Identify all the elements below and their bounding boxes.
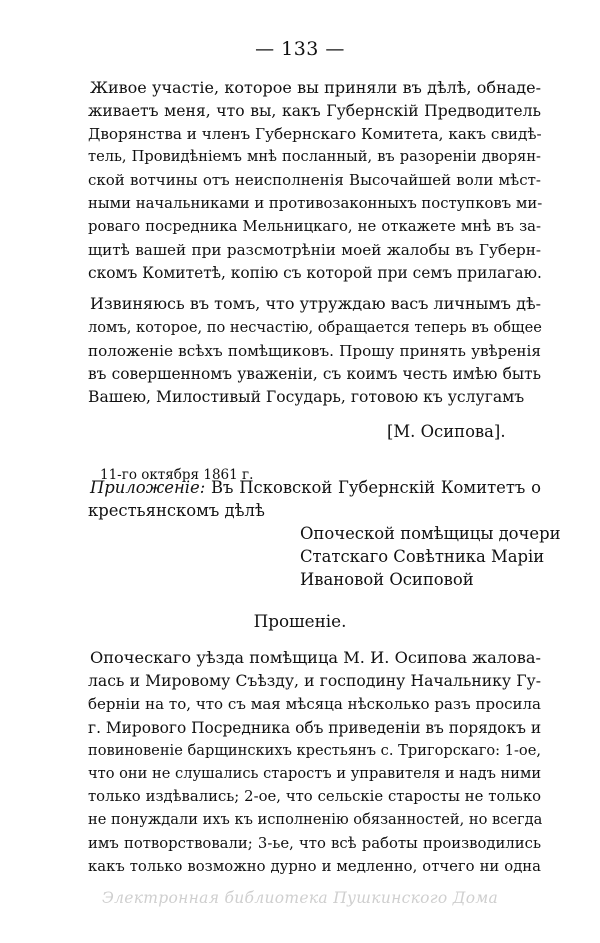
- section-heading: Прошеніе.: [253, 611, 347, 631]
- text-line: щитѣ вашей при разсмотрѣніи моей жалобы въ Губерн-: [88, 241, 541, 259]
- text-line: Извиняюсь въ томъ, что утруждаю васъ личнымъ дѣ-: [90, 294, 541, 313]
- text-line: Опоческаго уѣзда помѣщица М. И. Осипова жалова-: [90, 648, 541, 667]
- appendix-line: крестьянскомъ дѣлѣ: [88, 501, 265, 520]
- text-line: какъ только возможно дурно и медленно, отчего ни одна: [88, 858, 541, 875]
- text-line: г. Мирового Посредника объ приведеніи въ порядокъ и: [88, 719, 542, 737]
- library-watermark: Электронная библиотека Пушкинского Дома: [101, 889, 499, 907]
- appendix-label: Приложеніе:: [90, 478, 206, 497]
- letter-date: 11-го октября 1861 г.: [100, 467, 254, 483]
- text-line: Дворянства и членъ Губернскаго Комитета, какъ свидѣ-: [88, 125, 542, 143]
- address-line: Ивановой Осиповой: [300, 570, 474, 589]
- text-line: положеніе всѣхъ помѣщиковъ. Прошу принять увѣренія: [88, 342, 541, 360]
- text-line: ской вотчины отъ неисполненія Высочайшей воли мѣст-: [88, 171, 541, 189]
- appendix-line: [90, 478, 541, 498]
- appendix-text: Въ Псковской Губернскій Комитетъ о: [211, 478, 541, 497]
- text-line: лась и Мировому Съѣзду, и господину Начальнику Гу-: [88, 672, 541, 690]
- text-line: не понуждали ихъ къ исполненію обязанностей, но всегда: [88, 811, 543, 828]
- text-line: только издѣвались; 2-ое, что сельскіе старосты не только: [88, 788, 541, 805]
- text-line: въ совершенномъ уваженіи, съ коимъ честь имѣю быть: [88, 365, 541, 383]
- signature: [М. Осипова].: [387, 422, 506, 441]
- text-line: Вашею, Милостивый Государь, готовою къ услугамъ: [88, 388, 525, 406]
- text-line: берніи на то, что съ мая мѣсяца нѣсколько разъ просила: [88, 695, 541, 713]
- text-line: роваго посредника Мельницкаго, не откажете мнѣ въ за-: [88, 218, 541, 235]
- address-line: Опоческой помѣщицы дочери: [300, 524, 561, 543]
- text-line: живаетъ меня, что вы, какъ Губернскій Предводитель: [88, 102, 541, 120]
- text-line: что они не слушались старостъ и управителя и надъ ними: [88, 765, 542, 782]
- text-line: ными начальниками и противозаконныхъ поступковъ ми-: [88, 195, 543, 212]
- text-line: тель, Провидѣніемъ мнѣ посланный, въ разореніи дворян-: [88, 148, 541, 165]
- text-line: скомъ Комитетѣ, копію съ которой при семъ прилагаю.: [88, 264, 542, 282]
- text-line: Живое участіе, которое вы приняли въ дѣлѣ, обнаде-: [90, 78, 541, 97]
- text-line: ломъ, которое, по несчастію, обращается теперь въ общее: [88, 319, 542, 336]
- address-line: Статскаго Совѣтника Маріи: [300, 547, 545, 566]
- text-line: имъ потворствовали; 3-ье, что всѣ работы производились: [88, 835, 541, 852]
- page-number: — 133 —: [255, 38, 345, 60]
- text-line: повиновеніе барщинскихъ крестьянъ с. Тригорскаго: 1-ое,: [88, 742, 541, 759]
